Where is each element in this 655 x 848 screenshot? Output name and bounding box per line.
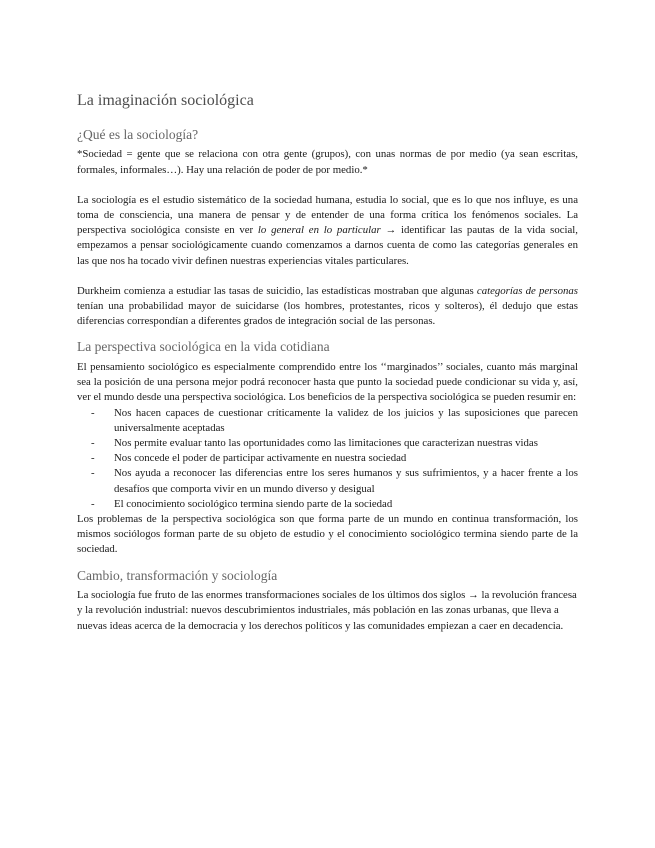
list-item <box>77 466 578 496</box>
section-heading-que-es: ¿Qué es la sociología? <box>77 126 199 142</box>
text-run: → identificar las pautas de la vida social, empezamos a pensar sociológicamente cuando comenzamos a darnos cuenta de como las categorías generales en las que nos ha tocado vivir definen nuestras experiencias vitales particulares. <box>77 224 578 267</box>
list-item-text: Nos ayuda a reconocer las diferencias entre los seres humanos y sus sufrimientos, y a hacer frente a los desafíos que comporta vivir en un mundo diverso y desigual <box>114 467 578 495</box>
paragraph-sociologia-definition <box>77 193 578 269</box>
list-item <box>77 436 578 451</box>
dash-bullet: - <box>91 467 95 480</box>
paragraph-sociedad-definition: *Sociedad = gente que se relaciona con otra gente (grupos), con unas normas de por medio (ya sean escritas, formales, informales…). Hay una relación de poder de por medio.* <box>77 148 578 176</box>
text-run: Durkheim comienza a estudiar las tasas de suicidio, las estadísticas mostraban que algunas <box>77 284 477 297</box>
paragraph-problemas: Los problemas de la perspectiva sociológica son que forma parte de un mundo en continua transformación, los mismos sociólogos forman parte de su objeto de estudio y el conocimiento sociológico termina siendo parte de la sociedad. <box>77 512 578 556</box>
list-item-text: Nos permite evaluar tanto las oportunidades como las limitaciones que caracterizan nuestras vidas <box>114 436 538 449</box>
section-heading-cambio: Cambio, transformación y sociología <box>77 567 278 583</box>
text-run: tenían una probabilidad mayor de suicidarse (los hombres, protestantes, ricos y solteros), él dedujo que estas diferencias correspondían a diferentes grados de integración social de las personas. <box>77 299 578 328</box>
list-item <box>77 497 578 512</box>
benefits-list <box>77 406 578 512</box>
text-run: La sociología es el estudio sistemático de la sociedad humana, estudia lo social, que es lo que nos influye, es una toma de consciencia, una manera de pensar y de entender de una forma crítica los fenómenos sociales. La perspectiva sociológica consiste en ver <box>77 193 578 237</box>
list-item <box>77 451 578 466</box>
list-item <box>77 406 578 436</box>
document-title: La imaginación sociológica <box>77 92 254 109</box>
paragraph-durkheim <box>77 284 578 330</box>
list-item-text: Nos concede el poder de participar activamente en nuestra sociedad <box>114 452 407 465</box>
dash-bullet: - <box>91 406 95 419</box>
dash-bullet: - <box>91 497 95 510</box>
paragraph-pensamiento: El pensamiento sociológico es especialmente comprendido entre los ‘‘marginados’’ sociales, cuanto más marginal sea la posición de una persona mejor podrá reconocer hasta que punto la sociedad puede condicionar su vida y, así, ver el mundo desde una perspectiva sociológica. Los beneficios de la perspectiva sociológica se pueden resumir en: <box>77 360 578 404</box>
emphasis-text: lo general en lo particular <box>257 224 381 237</box>
emphasis-text: categorías de personas <box>476 284 578 297</box>
section-heading-perspectiva: La perspectiva sociológica en la vida cotidiana <box>77 339 330 355</box>
dash-bullet: - <box>91 452 95 465</box>
dash-bullet: - <box>91 436 95 449</box>
list-item-text: El conocimiento sociológico termina siendo parte de la sociedad <box>114 497 393 510</box>
list-item-text: Nos hacen capaces de cuestionar críticamente la validez de los juicios y las suposiciones que parecen universalmente aceptadas <box>114 406 578 434</box>
paragraph-revoluciones: La sociología fue fruto de las enormes transformaciones sociales de los últimos dos siglos → la revolución francesa y la revolución industrial: nuevos descubrimientos industriales, más población en las zonas urbanas, que lleva a nuevas ideas acerca de la democracia y los derechos políticos y las comunidades empiezan a caer en decadencia. <box>77 589 577 632</box>
